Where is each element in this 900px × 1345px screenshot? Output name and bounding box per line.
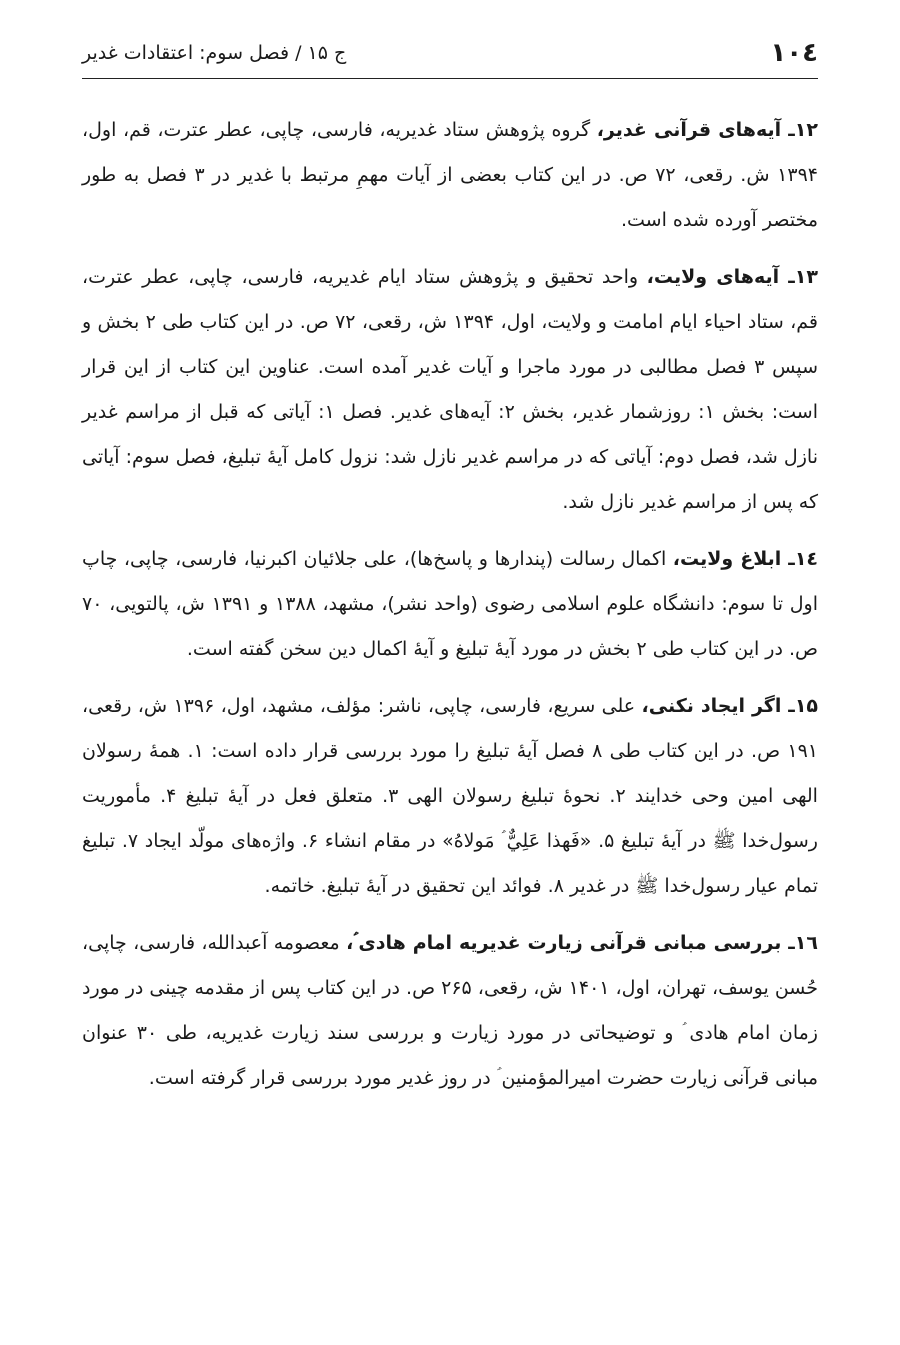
entry-title: ۱٤ـ ابلاغ ولایت، — [672, 548, 819, 570]
running-header — [82, 28, 818, 79]
bibliography-list — [82, 108, 818, 1113]
entry-title: ۱۵ـ اگر ایجاد نکنی، — [641, 695, 819, 717]
entry-description: علی سریع، فارسی، چاپی، ناشر: مؤلف، مشهد، اول، ۱۳۹۶ ش، رقعی، ۱۹۱ ص. در این کتاب طی ۸ فصل آیهٔ تبلیغ را مورد بررسی قرار داده است: ۱. همهٔ رسولان الهی امین وحی خدایند ۲. نحوهٔ تبلیغ رسولان الهی ۳. متعلق فعل در آیهٔ تبلیغ ۴. مأموریت رسول‌خدا ﷺ در آیهٔ تبلیغ ۵. «فَهذا عَلِيٌّ ؑ مَولاهُ» در مقام انشاء ۶. واژه‌های مولّد ایجاد ۷. تبلیغ تمام عیار رسول‌خدا ﷺ در غدیر ۸. فوائد این تحقیق در آیهٔ تبلیغ. خاتمه. — [82, 695, 818, 897]
page-number: ۱۰٤ — [770, 38, 818, 68]
bibliography-entry-13 — [82, 255, 818, 525]
running-title: ج ۱۵ / فصل سوم: اعتقادات غدیر — [82, 42, 347, 64]
bibliography-entry-15 — [82, 684, 818, 909]
entry-description: اکمال رسالت (پندارها و پاسخ‌ها)، علی جلائیان اکبرنیا، فارسی، چاپی، چاپ اول تا سوم: دانشگاه علوم اسلامی رضوی (واحد نشر)، مشهد، ۱۳۸۸ و ۱۳۹۱ ش، پالتویی، ۷۰ ص. در این کتاب طی ۲ بخش در مورد آیهٔ تبلیغ و آیهٔ اکمال دین سخن گفته است. — [82, 548, 818, 660]
entry-title: ۱۳ـ آیه‌های ولایت، — [646, 266, 818, 288]
entry-description: گروه پژوهش ستاد غدیریه، فارسی، چاپی، عطر عترت، قم، اول، ۱۳۹۴ ش. رقعی، ۷۲ ص. در این کتاب بعضی از آیات مهمِ مرتبط با غدیر در ۳ فصل به طور مختصر آورده شده است. — [82, 119, 818, 231]
entry-title: ۱۲ـ آیه‌های قرآنی غدیر، — [596, 119, 818, 141]
bibliography-entry-14 — [82, 537, 818, 672]
entry-title: ۱٦ـ بررسی مبانی قرآنی زیارت غدیریه امام هادی ؑ، — [346, 932, 818, 954]
entry-description: معصومه آعبدالله، فارسی، چاپی، حُسن یوسف، تهران، اول، ۱۴۰۱ ش، رقعی، ۲۶۵ ص. در این کتاب پس از مقدمه چینی در مورد زمان امام هادی ؑ و توضیحاتی در مورد زیارت و بررسی سند زیارت غدیریه، طی ۳۰ عنوان مبانی قرآنی زیارت حضرت امیرالمؤمنین ؑ در روز غدیر مورد بررسی قرار گرفته است. — [82, 932, 818, 1089]
entry-description: واحد تحقیق و پژوهش ستاد ایام غدیریه، فارسی، چاپی، عطر عترت، قم، ستاد احیاء ایام امامت و ولایت، اول، ۱۳۹۴ ش، رقعی، ۷۲ ص. در این کتاب طی ۲ بخش و سپس ۳ فصل مطالبی در مورد ماجرا و آیات غدیر آمده است. عناوین این کتاب از این قرار است: بخش ۱: روزشمار غدیر، بخش ۲: آیه‌های غدیر. فصل ۱: آیاتی که قبل از مراسم غدیر نازل شد، فصل دوم: آیاتی که در مراسم غدیر نازل شد: نزول کامل آیهٔ تبلیغ، فصل سوم: آیاتی که پس از مراسم غدیر نازل شد. — [82, 266, 819, 513]
bibliography-entry-12 — [82, 108, 818, 243]
bibliography-entry-16 — [82, 921, 818, 1101]
